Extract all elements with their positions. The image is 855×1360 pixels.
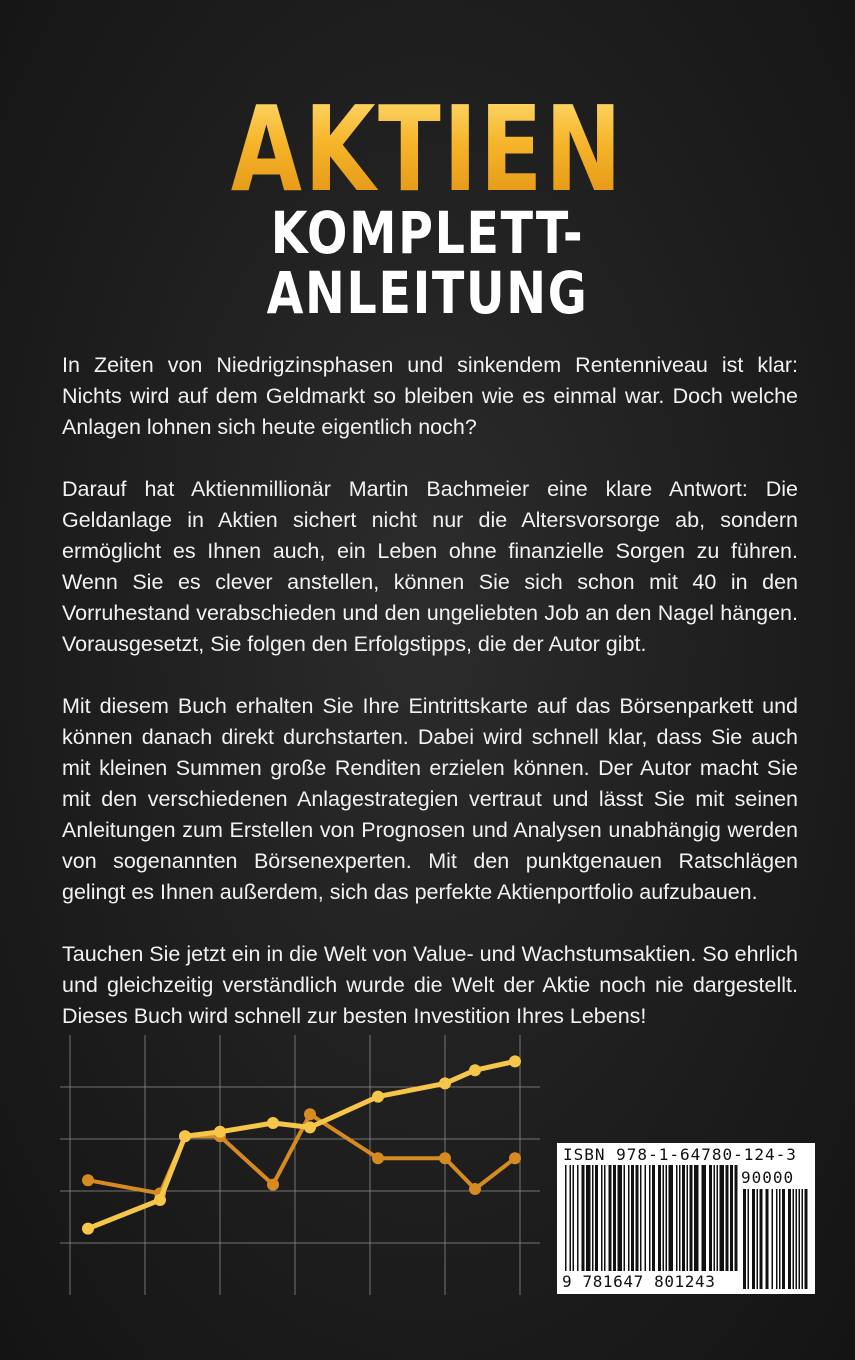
barcode-bar — [714, 1165, 716, 1271]
blurb-paragraph-1: In Zeiten von Niedrigzinsphasen und sinkendem Rentenniveau ist klar: Nichts wird auf dem Geldmarkt so bleiben wie es einmal war. Doch welche Anlagen lohnen sich heute eigentlich noch? — [62, 353, 798, 439]
barcode-bar — [565, 1165, 567, 1271]
dim-series-point-7 — [439, 1152, 451, 1164]
bright-series-line — [88, 1061, 515, 1228]
isbn-label: ISBN 978-1-64780-124-3 — [563, 1145, 797, 1164]
barcode-bar — [702, 1165, 707, 1271]
barcode-bar — [570, 1165, 572, 1271]
barcode-addon-bar — [782, 1189, 785, 1289]
barcode-bar — [592, 1165, 594, 1271]
barcode-bar — [726, 1165, 729, 1271]
barcode-bar — [649, 1165, 651, 1271]
ean-digits: 9 781647 801243 — [562, 1272, 716, 1291]
barcode-bar — [663, 1165, 665, 1271]
bright-series-point-0 — [82, 1223, 94, 1235]
barcode-addon-bar — [743, 1189, 746, 1289]
decorative-stock-chart — [60, 1035, 540, 1295]
dim-series-point-8 — [469, 1183, 481, 1195]
barcode-bar — [666, 1165, 668, 1271]
bright-series-point-3 — [214, 1126, 226, 1138]
barcode-bar — [676, 1165, 678, 1271]
barcode-addon-bar — [779, 1189, 781, 1289]
barcode-bar — [628, 1165, 630, 1271]
bright-series-point-8 — [469, 1064, 481, 1076]
barcode-addon-bar — [796, 1189, 798, 1289]
bright-series-point-1 — [154, 1194, 166, 1206]
barcode-bar — [573, 1165, 575, 1271]
barcode-bar — [624, 1165, 626, 1271]
barcode-bar — [601, 1165, 603, 1271]
barcode-addon-bar — [748, 1189, 750, 1289]
barcode-addon-bar — [760, 1189, 763, 1289]
blurb-paragraph-4: Tauchen Sie jetzt ein in die Welt von Value- und Wachstumsaktien. So ehrlich und gleichzeitig verständlich wurde die Welt der Aktie noch nie dargestellt. Dieses Buch wird schnell zur besten Investition Ihres Lebens! — [62, 942, 798, 1028]
barcode-bar — [609, 1165, 612, 1271]
dim-series-point-6 — [372, 1152, 384, 1164]
bright-series-point-7 — [439, 1077, 451, 1089]
barcode-bar — [687, 1165, 689, 1271]
blurb-text — [62, 350, 798, 1063]
barcode-bar — [690, 1165, 693, 1271]
barcode-addon-bar — [799, 1189, 801, 1289]
bright-series-point-4 — [267, 1117, 279, 1129]
barcode-addon-bar — [805, 1189, 808, 1289]
bright-series-point-5 — [304, 1121, 316, 1133]
barcode-bar — [658, 1165, 661, 1271]
barcode-bar — [694, 1165, 699, 1271]
barcode-bar — [640, 1165, 642, 1271]
dim-series-point-4 — [267, 1179, 279, 1191]
barcode-bar — [586, 1165, 591, 1271]
dim-series-point-5 — [304, 1108, 316, 1120]
barcode-bar — [669, 1165, 674, 1271]
dim-series-point-9 — [509, 1152, 521, 1164]
barcode-bar — [631, 1165, 634, 1271]
barcode-addon-bar — [802, 1189, 804, 1289]
barcode-bar — [720, 1165, 725, 1271]
barcode-bar — [645, 1165, 647, 1271]
barcode-bar — [709, 1165, 712, 1271]
isbn-barcode — [557, 1143, 815, 1294]
barcode-bar — [735, 1165, 738, 1271]
barcode-bar — [636, 1165, 639, 1271]
barcode-bar — [652, 1165, 655, 1271]
barcode-bar — [679, 1165, 681, 1271]
barcode-bar — [577, 1165, 579, 1271]
barcode-bar — [618, 1165, 623, 1271]
barcode-addon-bar — [766, 1189, 769, 1289]
cover-subtitle-line1: KOMPLETT- — [270, 199, 585, 267]
barcode-addon-bar — [788, 1189, 791, 1289]
barcode-bar — [595, 1165, 598, 1271]
barcode-addon-bar — [772, 1189, 774, 1289]
barcode-addon-bar — [757, 1189, 759, 1289]
barcode-addon-bar — [776, 1189, 778, 1289]
bright-series-point-9 — [509, 1055, 521, 1067]
barcode-bar — [730, 1165, 733, 1271]
barcode-bar — [604, 1165, 606, 1271]
barcode-bar — [682, 1165, 685, 1271]
cover-subtitle-line2: ANLEITUNG — [266, 259, 589, 327]
dim-series-point-0 — [82, 1174, 94, 1186]
barcode-bar — [582, 1165, 585, 1271]
price-addon-code: 90000 — [741, 1168, 795, 1187]
barcode-addon-bar — [793, 1189, 795, 1289]
bright-series-point-2 — [179, 1130, 191, 1142]
barcode-addon-bar — [752, 1189, 755, 1289]
bright-series-point-6 — [372, 1091, 384, 1103]
barcode-bar — [717, 1165, 719, 1271]
cover-title: AKTIEN — [94, 84, 761, 214]
barcode-bar — [613, 1165, 616, 1271]
blurb-paragraph-3: Mit diesem Buch erhalten Sie Ihre Eintrittskarte auf das Börsenparkett und können danach direkt durchstarten. Dabei wird schnell klar, dass Sie auch mit kleinen Summen große Renditen erzielen können. Der Autor macht Sie mit den verschiedenen Anlagestrategien vertraut und lässt Sie mit seinen Anleitungen zum Erstellen von Prognosen und Analysen unabhängig werden von sogenannten Börsenexperten. Mit den punktgenauen Ratschlägen gelingt es Ihnen außerdem, sich das perfekte Aktienportfolio aufzubauen. — [62, 694, 798, 904]
blurb-paragraph-2: Darauf hat Aktienmillionär Martin Bachmeier eine klare Antwort: Die Geldanlage in Aktien sichert nicht nur die Altersvorsorge ab, sondern ermöglicht es Ihnen auch, ein Leben ohne finanzielle Sorgen zu führen. Wenn Sie es clever anstellen, können Sie sich schon mit 40 in den Vorruhestand verabschieden und den ungeliebten Job an den Nagel hängen. Vorausgesetzt, Sie folgen den Erfolgstipps, die der Autor gibt. — [62, 477, 798, 656]
